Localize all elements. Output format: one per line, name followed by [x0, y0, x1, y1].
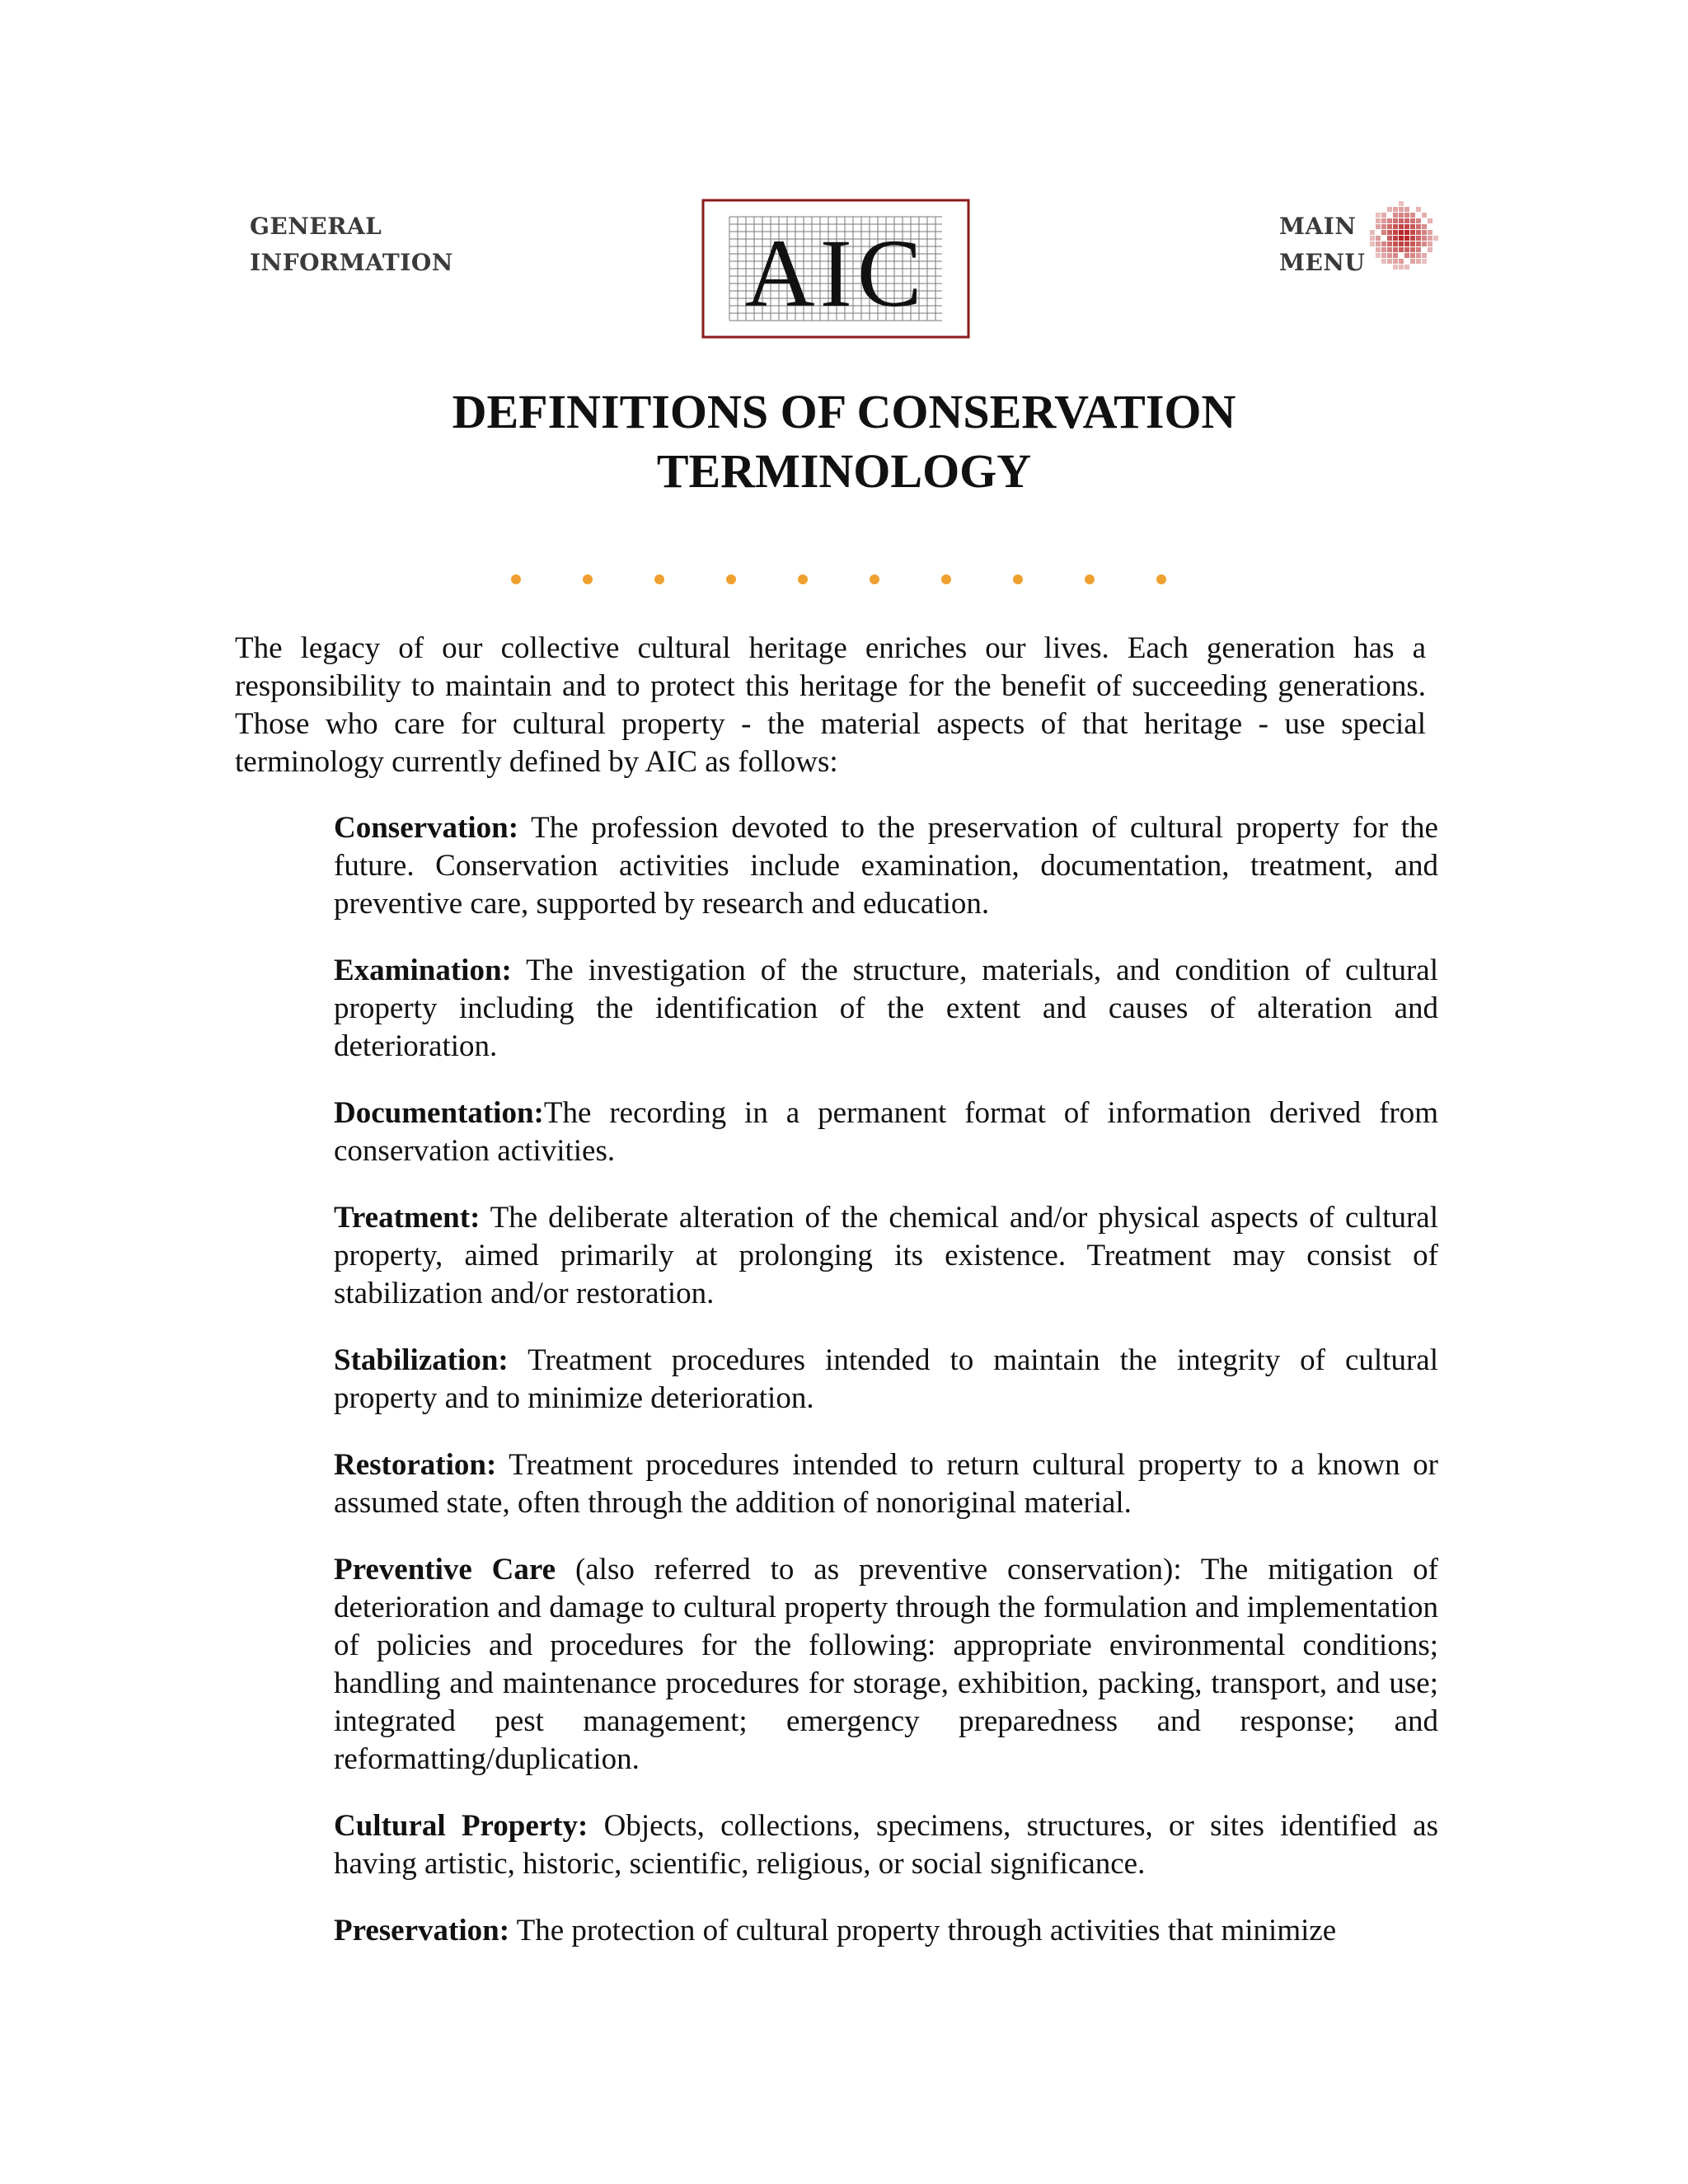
definition-term: Preservation:	[334, 1914, 510, 1947]
definition-item	[334, 1094, 1438, 1170]
definition-item	[334, 1807, 1438, 1883]
definition-text: Objects, collections, specimens, structures, or sites identified as having artistic, historic, scientific, religious, or social significance.	[334, 1809, 1438, 1881]
definition-text: (also referred to as preventive conservation): The mitigation of deterioration and damage to cultural property through the formulation and implementation of policies and procedures for the following: appropriate environmental conditions; handling and maintenance procedures for storage, exhibition, packing, transport, and use; integrated pest management; emergency preparedness and response; and reformatting/duplication.	[334, 1553, 1438, 1776]
definition-text: The recording in a permanent format of information derived from conservation activities.	[334, 1096, 1438, 1168]
general-information-label-line1: GENERAL	[250, 213, 382, 240]
definition-item	[334, 1342, 1438, 1418]
orange-dot-divider	[0, 567, 1688, 592]
definitions-list	[334, 809, 1438, 1979]
definition-text: The profession devoted to the preservation of cultural property for the future. Conservation activities include examination, documentation, treatment, and preventive care, supported by research and education.	[334, 811, 1438, 921]
definition-term: Restoration:	[334, 1448, 497, 1482]
divider-dot	[1156, 574, 1166, 584]
definition-text: Treatment procedures intended to maintain the integrity of cultural property and to minimize deterioration.	[334, 1343, 1438, 1415]
red-pixel-sphere-icon[interactable]	[1367, 196, 1441, 279]
page-title-line1: DEFINITIONS OF CONSERVATION	[452, 385, 1236, 438]
logo-text: AIC	[744, 219, 927, 327]
divider-dot	[941, 574, 951, 584]
divider-dot	[1085, 574, 1095, 584]
definition-item	[334, 809, 1438, 923]
main-menu-link[interactable]	[1279, 209, 1365, 281]
definition-item	[334, 1551, 1438, 1779]
main-menu-label-line2: MENU	[1279, 249, 1366, 276]
definition-term: Examination:	[334, 954, 512, 987]
divider-dot	[726, 574, 736, 584]
main-menu-label-line1: MAIN	[1279, 213, 1357, 240]
definition-text: The protection of cultural property through activities that minimize	[516, 1914, 1337, 1947]
divider-dot	[511, 574, 521, 584]
divider-dot	[798, 574, 808, 584]
definition-term: Preventive Care	[334, 1553, 556, 1586]
divider-dot	[583, 574, 593, 584]
definition-item	[334, 952, 1438, 1066]
definition-item	[334, 1446, 1438, 1522]
intro-paragraph: The legacy of our collective cultural heritage enriches our lives. Each generation has a responsibility to maintain and to protect this heritage for the benefit of succeeding generations. Those who care for cultural property - the material aspects of that heritage - use special terminology currently defined by AIC as follows:	[235, 631, 1426, 779]
aic-logo	[701, 199, 970, 339]
definition-term: Cultural Property:	[334, 1809, 588, 1843]
divider-dot	[654, 574, 664, 584]
definition-term: Conservation:	[334, 811, 519, 845]
page-title-line2: TERMINOLOGY	[656, 444, 1032, 498]
general-information-label-line2: INFORMATION	[250, 249, 453, 276]
definition-item	[334, 1199, 1438, 1313]
divider-dot	[1013, 574, 1023, 584]
definition-item	[334, 1912, 1438, 1950]
definition-text: Treatment procedures intended to return cultural property to a known or assumed state, often through the addition of nonoriginal material.	[334, 1448, 1438, 1520]
definition-text: The deliberate alteration of the chemical and/or physical aspects of cultural property, aimed primarily at prolonging its existence. Treatment may consist of stabilization and/or restoration.	[334, 1201, 1438, 1310]
definition-term: Stabilization:	[334, 1343, 509, 1377]
divider-dot	[870, 574, 879, 584]
definition-term: Documentation:	[334, 1096, 544, 1130]
page-title	[0, 382, 1688, 501]
definition-term: Treatment:	[334, 1201, 481, 1235]
general-information-link[interactable]	[250, 209, 453, 281]
definition-text: The investigation of the structure, materials, and condition of cultural property including the identification of the extent and causes of alteration and deterioration.	[334, 954, 1438, 1063]
